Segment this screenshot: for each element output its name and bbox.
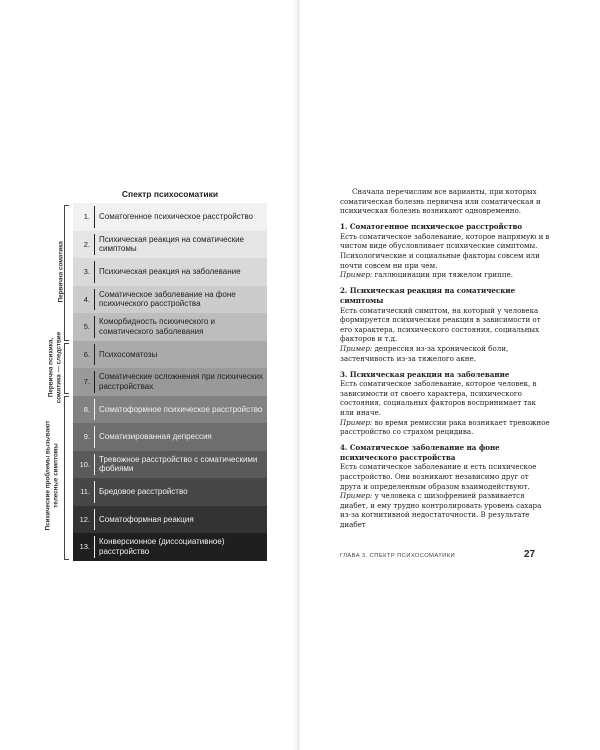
- spectrum-row-number: 10.: [79, 459, 90, 469]
- item-3-heading: 3. Психическая реакция на заболевание: [340, 369, 510, 379]
- item-2: [340, 286, 550, 363]
- spectrum-row-divider: [94, 261, 95, 283]
- group-label-somatic: Первична соматика: [57, 241, 65, 303]
- spectrum-row-label: Психосоматозы: [99, 349, 158, 359]
- item-4-example-label: Пример:: [340, 491, 373, 501]
- footer-chapter-title: ГЛАВА 3. СПЕКТР ПСИХОСОМАТИКИ: [340, 553, 456, 559]
- spectrum-row: [73, 231, 267, 259]
- spectrum-row-divider: [94, 234, 95, 256]
- spectrum-row-number: 3.: [83, 267, 90, 277]
- chart-title: Спектр психосоматики: [121, 189, 219, 199]
- group-bracket-somatic: [64, 205, 69, 341]
- spectrum-row-label: Соматоформная реакция: [99, 514, 194, 524]
- spectrum-row-number: 5.: [83, 322, 90, 332]
- spectrum-row-label: Соматогенное психическое расстройство: [99, 212, 253, 221]
- spectrum-row-number: 12.: [79, 514, 90, 524]
- spectrum-row-number: 9.: [83, 432, 90, 442]
- item-3: [340, 370, 550, 437]
- spectrum-row: [73, 396, 267, 424]
- spectrum-row-divider: [94, 289, 95, 311]
- item-3-example-label: Пример:: [340, 417, 373, 427]
- item-4-body: Есть соматическое заболевание и есть психическое расстройство. Они возникают независимо друг от друга и определенным образом взаимодействуют.: [340, 462, 537, 491]
- spectrum-row-label: Соматоформное психическое расстройство: [99, 404, 263, 414]
- group-bracket-psyche-first: [64, 343, 69, 394]
- page-number: 27: [524, 549, 536, 560]
- spectrum-row-label: Психическая реакция на заболевание: [99, 267, 241, 276]
- spectrum-row-divider: [94, 399, 95, 421]
- item-3-example: во время ремиссии рака возникает тревожное расстройство со страхом рецидива.: [340, 417, 550, 437]
- spectrum-row-label: Коморбидность психического и соматического заболевания: [99, 317, 215, 336]
- group-bracket-psychic-problems: [64, 396, 69, 560]
- left-page: [0, 0, 295, 750]
- spectrum-row-divider: [94, 206, 95, 228]
- item-4-example: у человека с шизофренией развивается диабет, и ему трудно контролировать уровень сахара из-за когнитивной недостаточности. В результате диабет: [340, 491, 542, 529]
- spectrum-row-label: Соматизированная депрессия: [99, 432, 212, 441]
- spectrum-table: [73, 203, 267, 561]
- spectrum-row: [73, 286, 267, 314]
- item-1: [340, 222, 550, 280]
- spectrum-row-number: 13.: [79, 542, 90, 552]
- item-4: [340, 443, 550, 529]
- spectrum-row: [73, 313, 267, 341]
- spectrum-row-number: 6.: [83, 349, 90, 359]
- item-3-body: Есть соматическое заболевание, которое человек, в зависимости от своего характера, психического состояния, социальных факторов воспринимает так или иначе.: [340, 379, 537, 417]
- spectrum-row-divider: [94, 454, 95, 476]
- spectrum-row-divider: [94, 316, 95, 338]
- body-text: [340, 187, 550, 536]
- spectrum-row-divider: [94, 481, 95, 503]
- group-label-psyche-first: Первична психика, соматика — следствие: [47, 331, 62, 404]
- spectrum-row-divider: [94, 426, 95, 448]
- spectrum-row: [73, 478, 267, 506]
- spectrum-row-label: Конверсионное (диссоциативное) расстройство: [99, 537, 225, 556]
- spectrum-row: [73, 506, 267, 534]
- spectrum-row-label: Психическая реакция на соматические симптомы: [99, 234, 245, 254]
- spectrum-row: [73, 533, 267, 561]
- spectrum-row-label: Тревожное расстройство с соматическими фобиями: [99, 454, 258, 474]
- spectrum-row: [73, 368, 267, 396]
- spectrum-row-label: Соматическое заболевание на фоне психического расстройства: [99, 289, 236, 309]
- item-2-body: Есть соматический симптом, на который у человека формируется психическая реакция в зависимости от его характера, психического состояния, социальных факторов и т.д.: [340, 305, 541, 344]
- item-1-example: галлюцинации при тяжелом гриппе.: [372, 270, 514, 280]
- spectrum-row: [73, 341, 267, 369]
- item-1-example-label: Пример:: [340, 270, 373, 280]
- intro-paragraph: Сначала перечислим все варианты, при которых соматическая болезнь первична или соматическая и психическая болезнь возникают одновременно.: [340, 187, 541, 216]
- item-4-heading: 4. Соматическое заболевание на фоне психического расстройства: [340, 443, 500, 462]
- spectrum-row-label: Соматические осложнения при психических расстройствах: [99, 372, 263, 391]
- item-1-heading: 1. Соматогенное психическое расстройство: [340, 222, 523, 232]
- spectrum-row: [73, 451, 267, 479]
- spectrum-row-number: 11.: [80, 487, 90, 497]
- spectrum-row-divider: [94, 536, 95, 558]
- spectrum-row-number: 2.: [83, 239, 90, 249]
- spectrum-row-number: 7.: [83, 377, 90, 387]
- spectrum-row-divider: [94, 371, 95, 393]
- spectrum-row: [73, 258, 267, 286]
- item-2-example-label: Пример:: [340, 343, 373, 353]
- spectrum-row-divider: [94, 509, 95, 531]
- spectrum-row: [73, 423, 267, 451]
- group-label-psychic-problems: Психические проблемы вызывают телесные симптомы: [44, 420, 59, 531]
- spectrum-row-number: 4.: [83, 294, 90, 304]
- spectrum-row: [73, 203, 267, 231]
- spectrum-row-number: 1.: [83, 212, 90, 222]
- item-2-example: депрессия из-за хронической боли, застенчивость из-за тяжелого акне.: [340, 343, 509, 363]
- spectrum-row-label: Бредовое расстройство: [99, 487, 188, 496]
- spectrum-row-divider: [94, 344, 95, 366]
- item-2-heading: 2. Психическая реакция на соматические симптомы: [340, 286, 516, 305]
- spectrum-row-number: 8.: [83, 404, 90, 414]
- item-1-body: Есть соматическое заболевание, которое напрямую и в чистом виде обусловливает психические симптомы. Психологические и социальные факторы совсем или почти совсем ни при чем.: [340, 231, 550, 270]
